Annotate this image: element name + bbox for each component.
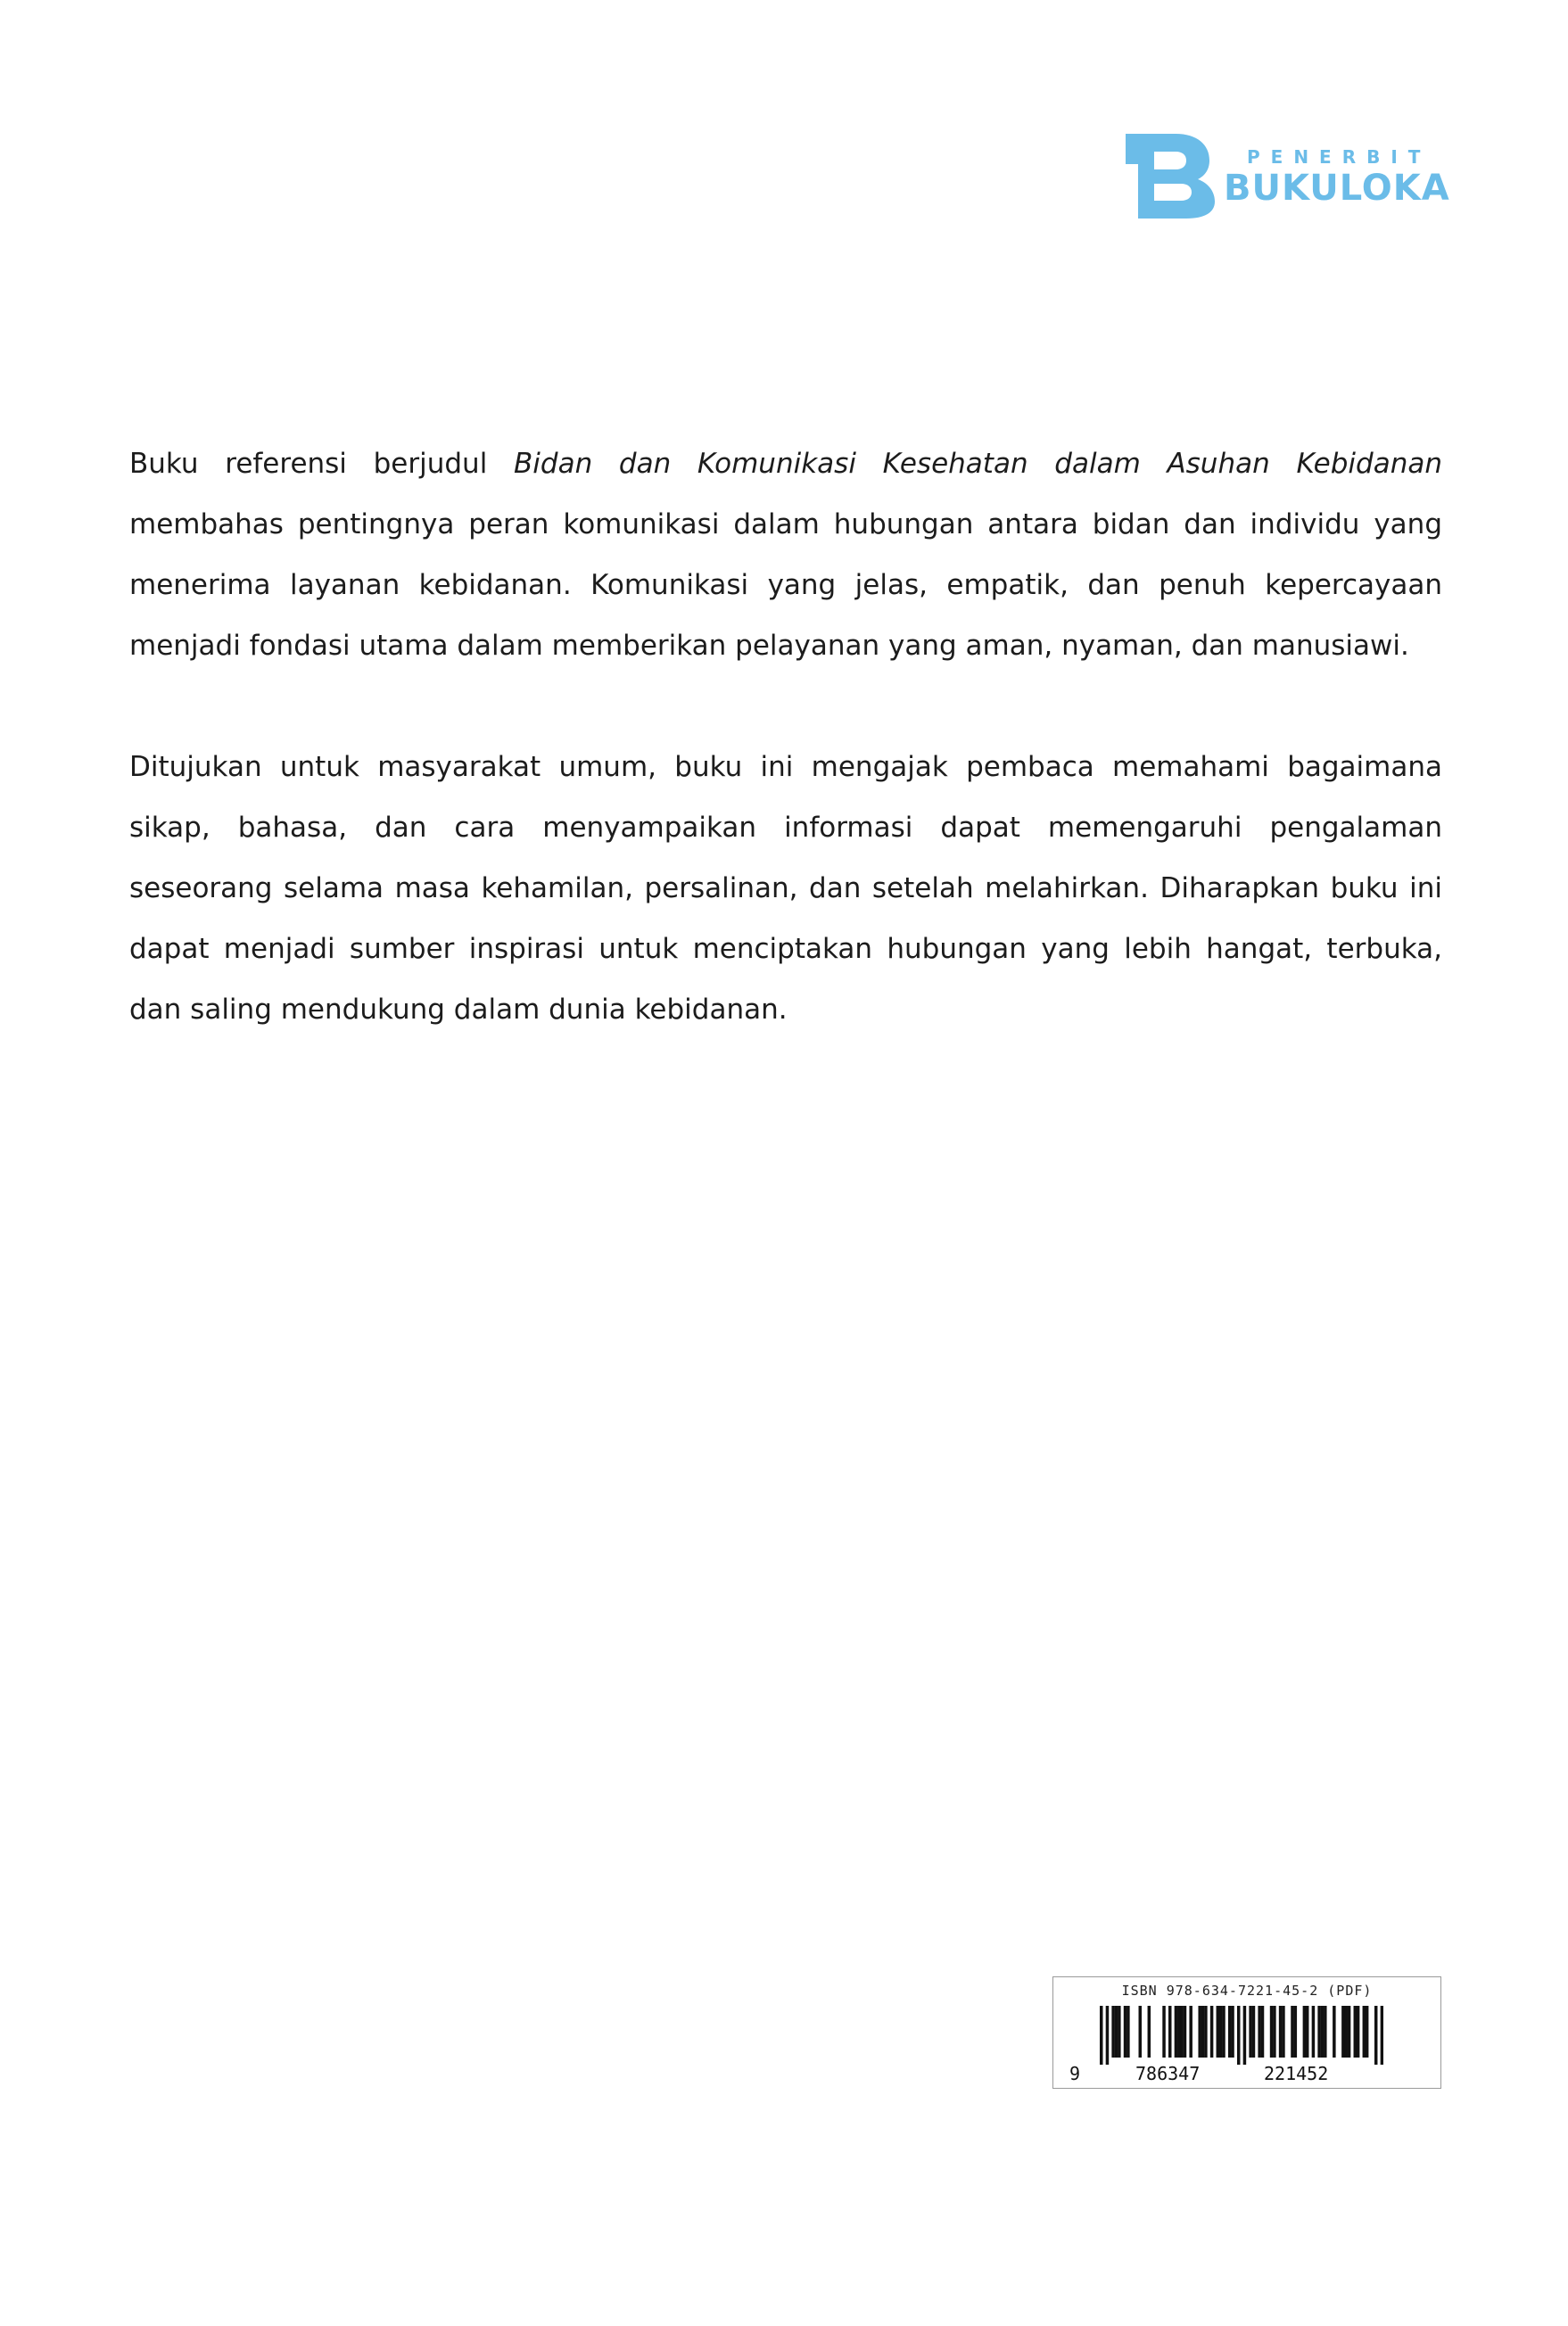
barcode-bar-9 [1162, 2006, 1165, 2058]
barcode-bar-1 [1106, 2006, 1109, 2065]
barcode-bar-38 [1306, 2006, 1308, 2058]
barcode-bar-34 [1282, 2006, 1284, 2058]
barcode-bar-17 [1201, 2006, 1204, 2058]
isbn-label: ISBN 978-634-7221-45-2 (PDF) [1121, 1983, 1373, 1999]
barcode-bar-16 [1198, 2006, 1201, 2058]
barcode-bar-30 [1261, 2006, 1264, 2058]
paragraph-1-start: Buku referensi berjudul [129, 448, 515, 480]
barcode-bar-52 [1381, 2006, 1383, 2065]
publisher-label-big: BUKULOKA [1224, 168, 1450, 209]
barcode-bar-7 [1139, 2006, 1142, 2058]
barcode-bar-2 [1111, 2006, 1114, 2058]
barcode-bar-10 [1168, 2006, 1171, 2058]
barcode-bar-32 [1273, 2006, 1275, 2058]
barcode-bar-35 [1291, 2006, 1293, 2058]
barcode-bar-46 [1348, 2006, 1350, 2058]
isbn-barcode-box [1052, 1976, 1441, 2089]
book-description [129, 433, 1442, 1040]
barcode-bar-36 [1294, 2006, 1297, 2058]
paragraph-1-rest: membahas pentingnya peran komunikasi dalam hubungan antara bidan dan individu yang menerima layanan kebidanan. Komunikasi yang jelas, empatik, dan penuh kepercayaan menjadi fondasi utama dalam memberikan pelayanan yang aman, nyaman, dan manusiawi. [129, 508, 1442, 662]
barcode-bar-22 [1222, 2006, 1225, 2058]
description-paragraph-2: Ditujukan untuk masyarakat umum, buku ini mengajak pembaca memahami bagaimana sikap, bahasa, dan cara menyampaikan informasi dapat memengaruhi pengalaman seseorang selama masa kehamilan, persalinan, dan setelah melahirkan. Diharapkan buku ini dapat menjadi sumber inspirasi untuk menciptakan hubungan yang lebih hangat, terbuka, dan saling mendukung dalam dunia kebidanan. [129, 751, 1442, 1026]
barcode-bar-41 [1321, 2006, 1324, 2058]
barcode-bar-27 [1249, 2006, 1251, 2058]
barcode-bar-31 [1270, 2006, 1273, 2058]
barcode-bar-49 [1363, 2006, 1366, 2058]
barcode-bar-11 [1175, 2006, 1177, 2058]
barcode-left-digits: 786347 [1135, 2063, 1201, 2084]
book-title: Bidan dan Komunikasi Kesehatan dalam Asuhan Kebidanan [514, 448, 1442, 480]
barcode-right-digits: 221452 [1264, 2063, 1329, 2084]
barcode-bar-37 [1303, 2006, 1306, 2058]
barcode-bar-44 [1341, 2006, 1344, 2058]
barcode-bar-25 [1237, 2006, 1240, 2065]
barcode-bar-23 [1228, 2006, 1231, 2058]
barcode-bar-19 [1210, 2006, 1213, 2058]
barcode-bar-45 [1344, 2006, 1347, 2058]
barcode-bar-12 [1177, 2006, 1180, 2058]
barcode-bar-43 [1333, 2006, 1335, 2058]
barcode-bar-18 [1204, 2006, 1207, 2058]
barcode-bar-20 [1217, 2006, 1219, 2058]
barcode-bar-14 [1184, 2006, 1186, 2058]
barcode-bar-51 [1374, 2006, 1377, 2065]
barcode-bar-21 [1219, 2006, 1222, 2058]
barcode-bar-5 [1124, 2006, 1126, 2058]
barcode-bar-28 [1252, 2006, 1255, 2058]
barcode-bar-3 [1115, 2006, 1118, 2058]
barcode-bar-29 [1258, 2006, 1260, 2058]
barcode-bar-6 [1126, 2006, 1129, 2058]
barcode-bar-48 [1357, 2006, 1359, 2058]
barcode-bar-50 [1366, 2006, 1368, 2058]
description-paragraph-1 [129, 433, 1442, 676]
barcode-bar-4 [1118, 2006, 1120, 2058]
publisher-logo [1126, 134, 1450, 219]
bukuloka-b-logo-icon [1126, 134, 1215, 219]
barcode-bar-26 [1243, 2006, 1246, 2065]
barcode-bar-42 [1324, 2006, 1326, 2058]
barcode-bar-40 [1317, 2006, 1320, 2058]
publisher-label-small: PENERBIT [1247, 146, 1432, 168]
barcode-bar-39 [1312, 2006, 1315, 2058]
barcode-bar-24 [1231, 2006, 1234, 2058]
barcode-bar-47 [1354, 2006, 1357, 2058]
barcode-bar-15 [1189, 2006, 1192, 2058]
barcode-bar-8 [1148, 2006, 1151, 2058]
barcode-bar-33 [1279, 2006, 1282, 2058]
isbn-barcode [1100, 2006, 1383, 2065]
barcode-bar-0 [1100, 2006, 1102, 2065]
barcode-bar-13 [1180, 2006, 1183, 2058]
barcode-first-digit: 9 [1069, 2063, 1081, 2084]
